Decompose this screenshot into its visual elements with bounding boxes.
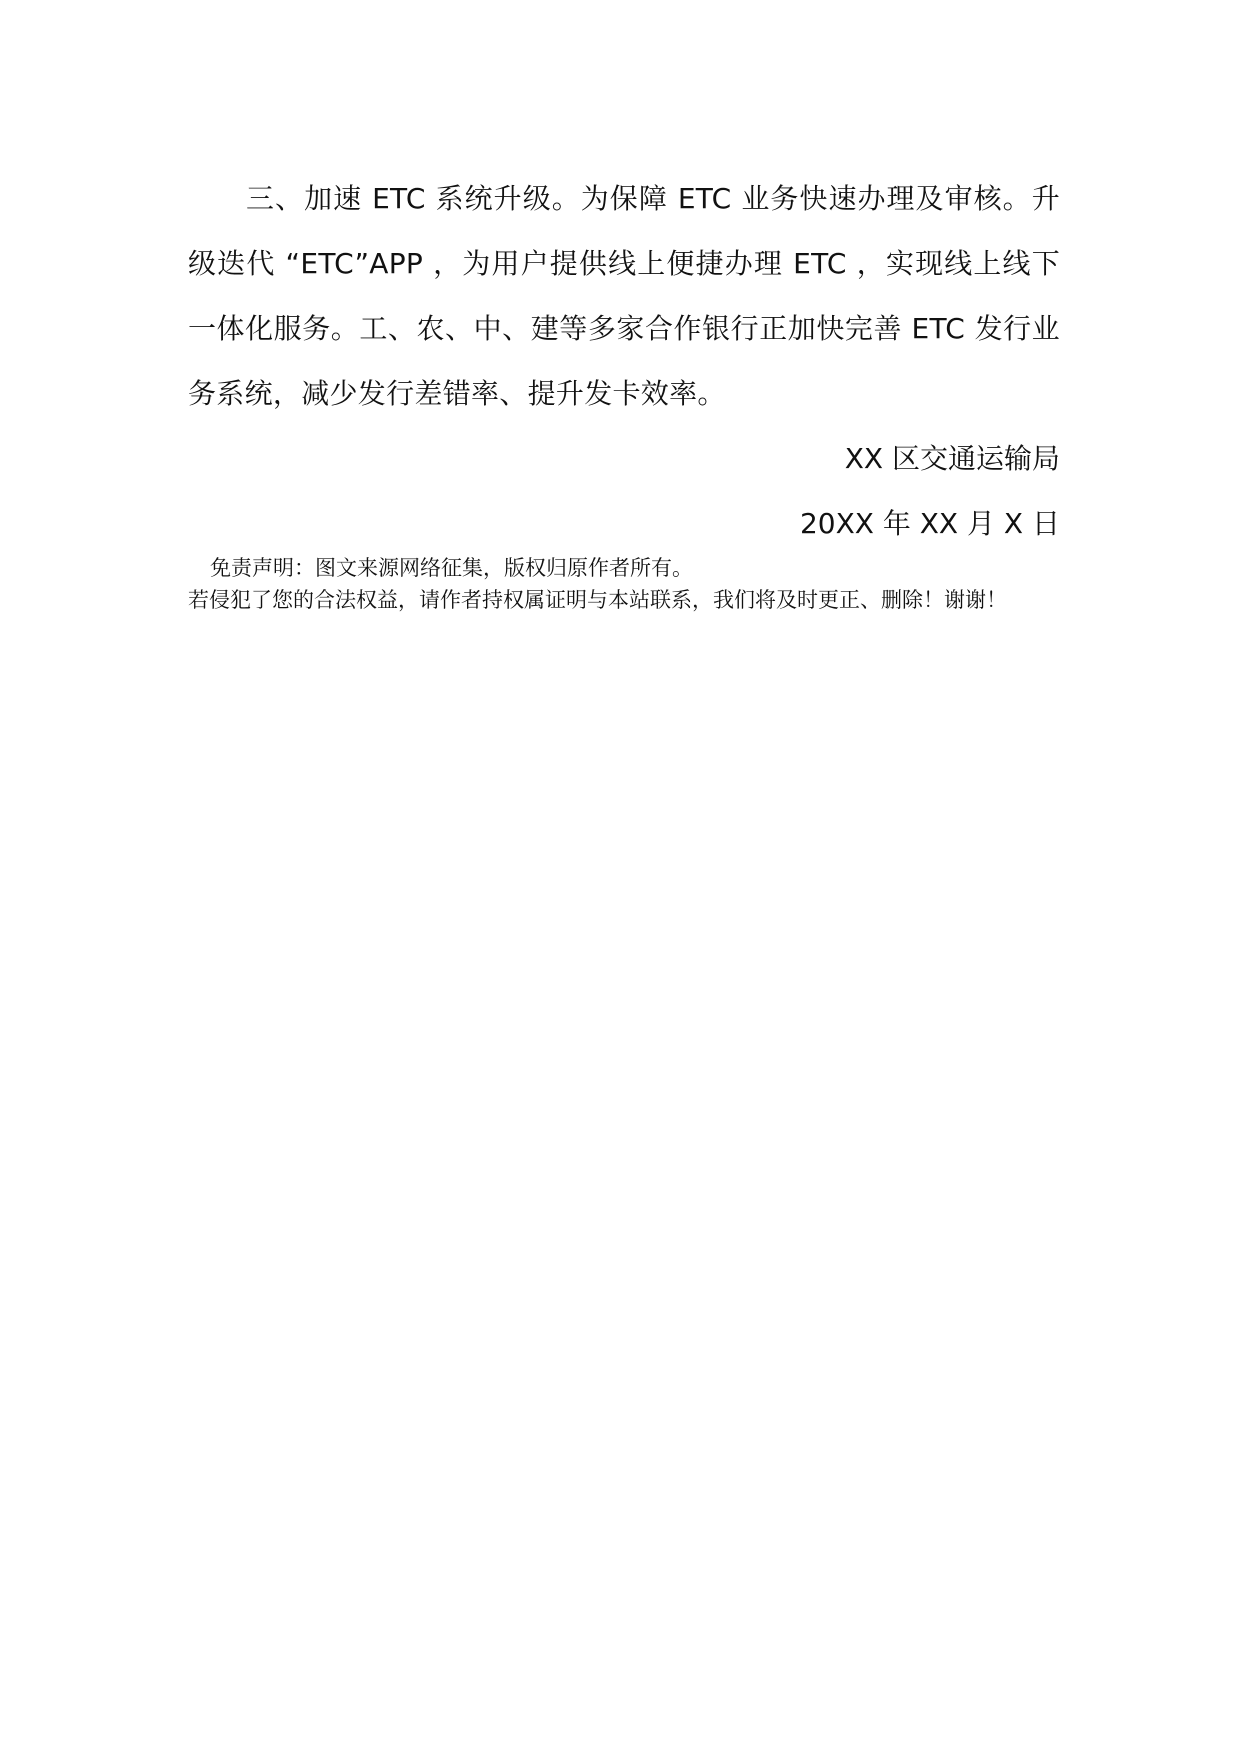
body-paragraph: 三、加速 ETC 系统升级。为保障 ETC 业务快速办理及审核。升级迭代 “ETC”APP ，为用户提供线上便捷办理 ETC ，实现线上线下一体化服务。工、农、中、建等多家合作银行正加快完善 ETC 发行业务系统，减少发行差错率、提升发卡效率。 <box>188 182 1060 410</box>
disclaimer-line-1: 免责声明：图文来源网络征集，版权归原作者所有。 <box>210 556 693 580</box>
signature-date: 20XX 年 XX 月 X 日 <box>799 507 1060 540</box>
disclaimer-line-2: 若侵犯了您的合法权益，请作者持权属证明与本站联系，我们将及时更正、删除！谢谢！ <box>188 588 1007 612</box>
disclaimer <box>188 552 1088 616</box>
signature-organization: XX 区交通运输局 <box>844 442 1060 475</box>
document-body <box>188 166 1060 556</box>
